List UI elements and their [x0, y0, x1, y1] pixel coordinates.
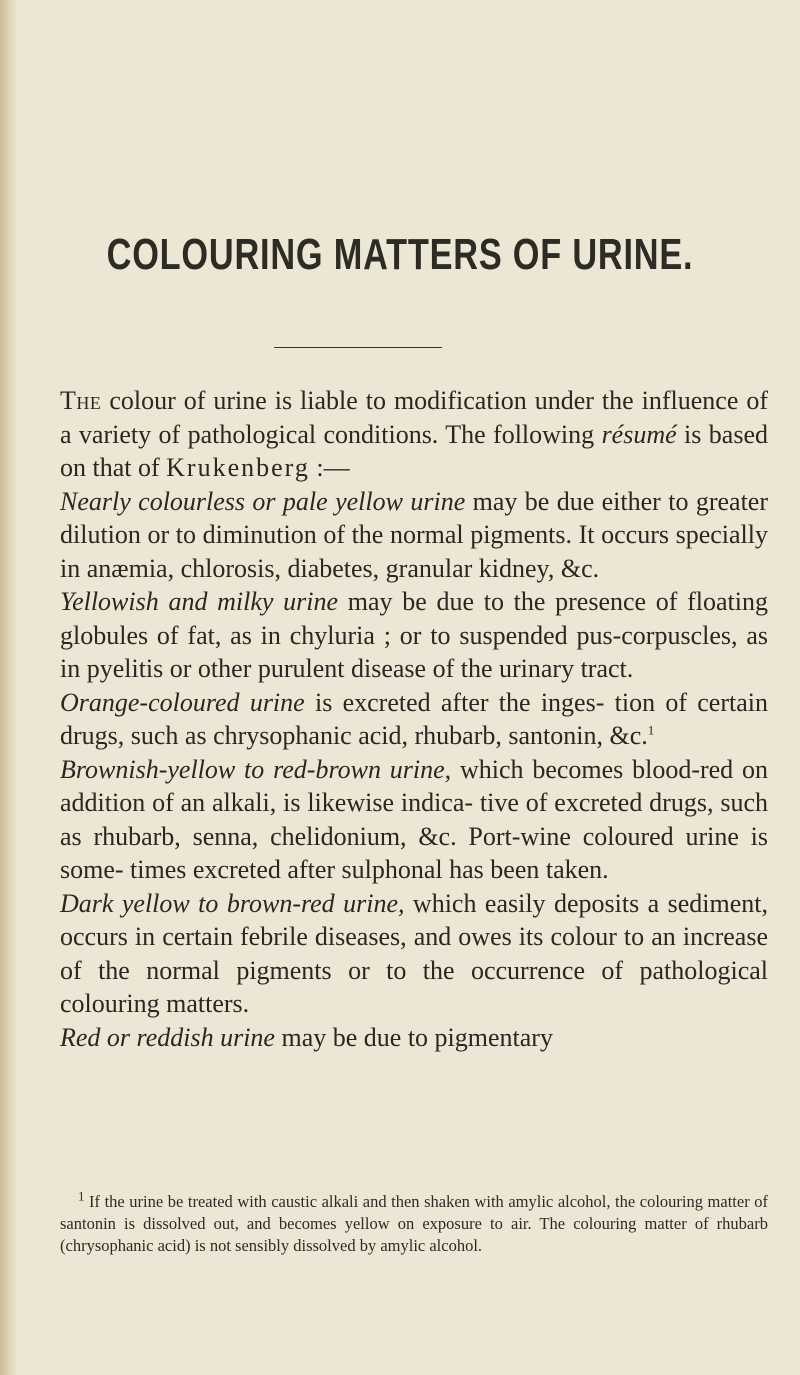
footnote-ref: 1	[647, 722, 655, 738]
body-text	[60, 384, 768, 1054]
text-milky-urine: may be due to the presence of floating globules of fat, as in chyluria ; or to suspended pus-corpuscles, as in pyelitis or other purulent disease of the urinary tract.	[60, 587, 769, 683]
term-pale-urine: Nearly colourless or pale yellow urine	[60, 486, 466, 516]
text-brownish-urine: which becomes blood-red on addition of an alkali, is likewise indica- tive of excreted drugs, such as rhubarb, senna, chelidonium, &c. Port-wine coloured urine is some- times excreted after sulphonal has been taken.	[60, 754, 768, 884]
text-pale-urine: may be due either to greater dilution or to diminution of the normal pigments. It occurs specially in anæmia, chlorosis, diabetes, granular kidney, &c.	[60, 486, 768, 583]
paragraph-pale-urine	[60, 485, 768, 586]
text-orange-urine: is excreted after the inges- tion of certain drugs, such as chrysophanic acid, rhubarb, santonin, &c.	[60, 687, 768, 750]
intro-text-c: :—	[309, 453, 350, 482]
text-dark-urine: which easily deposits a sediment, occurs in certain febrile diseases, and owes its colour to an increase of the normal pigments or to the occurrence of pathological colouring matters.	[60, 888, 768, 1018]
footnote-marker: 1	[78, 1188, 85, 1204]
chapter-heading: COLOURING MATTERS OF URINE.	[106, 230, 694, 279]
heading-rule	[274, 347, 442, 348]
term-brownish-urine: Brownish-yellow to red-brown urine,	[60, 754, 452, 784]
paragraph-brownish-urine	[60, 753, 768, 887]
paragraph-intro	[60, 384, 768, 485]
paragraph-red-urine	[60, 1021, 768, 1055]
page-edge-shadow	[0, 0, 18, 1375]
footnote	[60, 1188, 768, 1257]
author-name: Krukenberg	[166, 453, 310, 482]
paragraph-milky-urine	[60, 585, 768, 686]
term-red-urine: Red or reddish urine	[60, 1022, 275, 1052]
text-red-urine: may be due to pigmentary	[274, 1022, 553, 1052]
intro-italic-resume: résumé	[601, 419, 677, 449]
term-dark-urine: Dark yellow to brown-red urine,	[60, 888, 405, 918]
term-orange-urine: Orange-coloured urine	[60, 687, 305, 717]
intro-lead-word: The	[60, 386, 102, 415]
term-milky-urine: Yellowish and milky urine	[60, 587, 339, 616]
intro-text-a: colour of urine is liable to modification under the influence of a variety of pathological conditions. The following	[60, 386, 768, 449]
paragraph-orange-urine	[60, 686, 768, 753]
paragraph-dark-urine	[60, 887, 768, 1021]
footnote-paragraph	[60, 1188, 768, 1257]
intro-text-b: is based on that of	[60, 419, 768, 482]
footnote-text: If the urine be treated with caustic alkali and then shaken with amylic alcohol, the colouring matter of santonin is dissolved out, and becomes yellow on exposure to air. The colouring matter of rhubarb (chrysophanic acid) is not sensibly dissolved by amylic alcohol.	[60, 1192, 768, 1255]
